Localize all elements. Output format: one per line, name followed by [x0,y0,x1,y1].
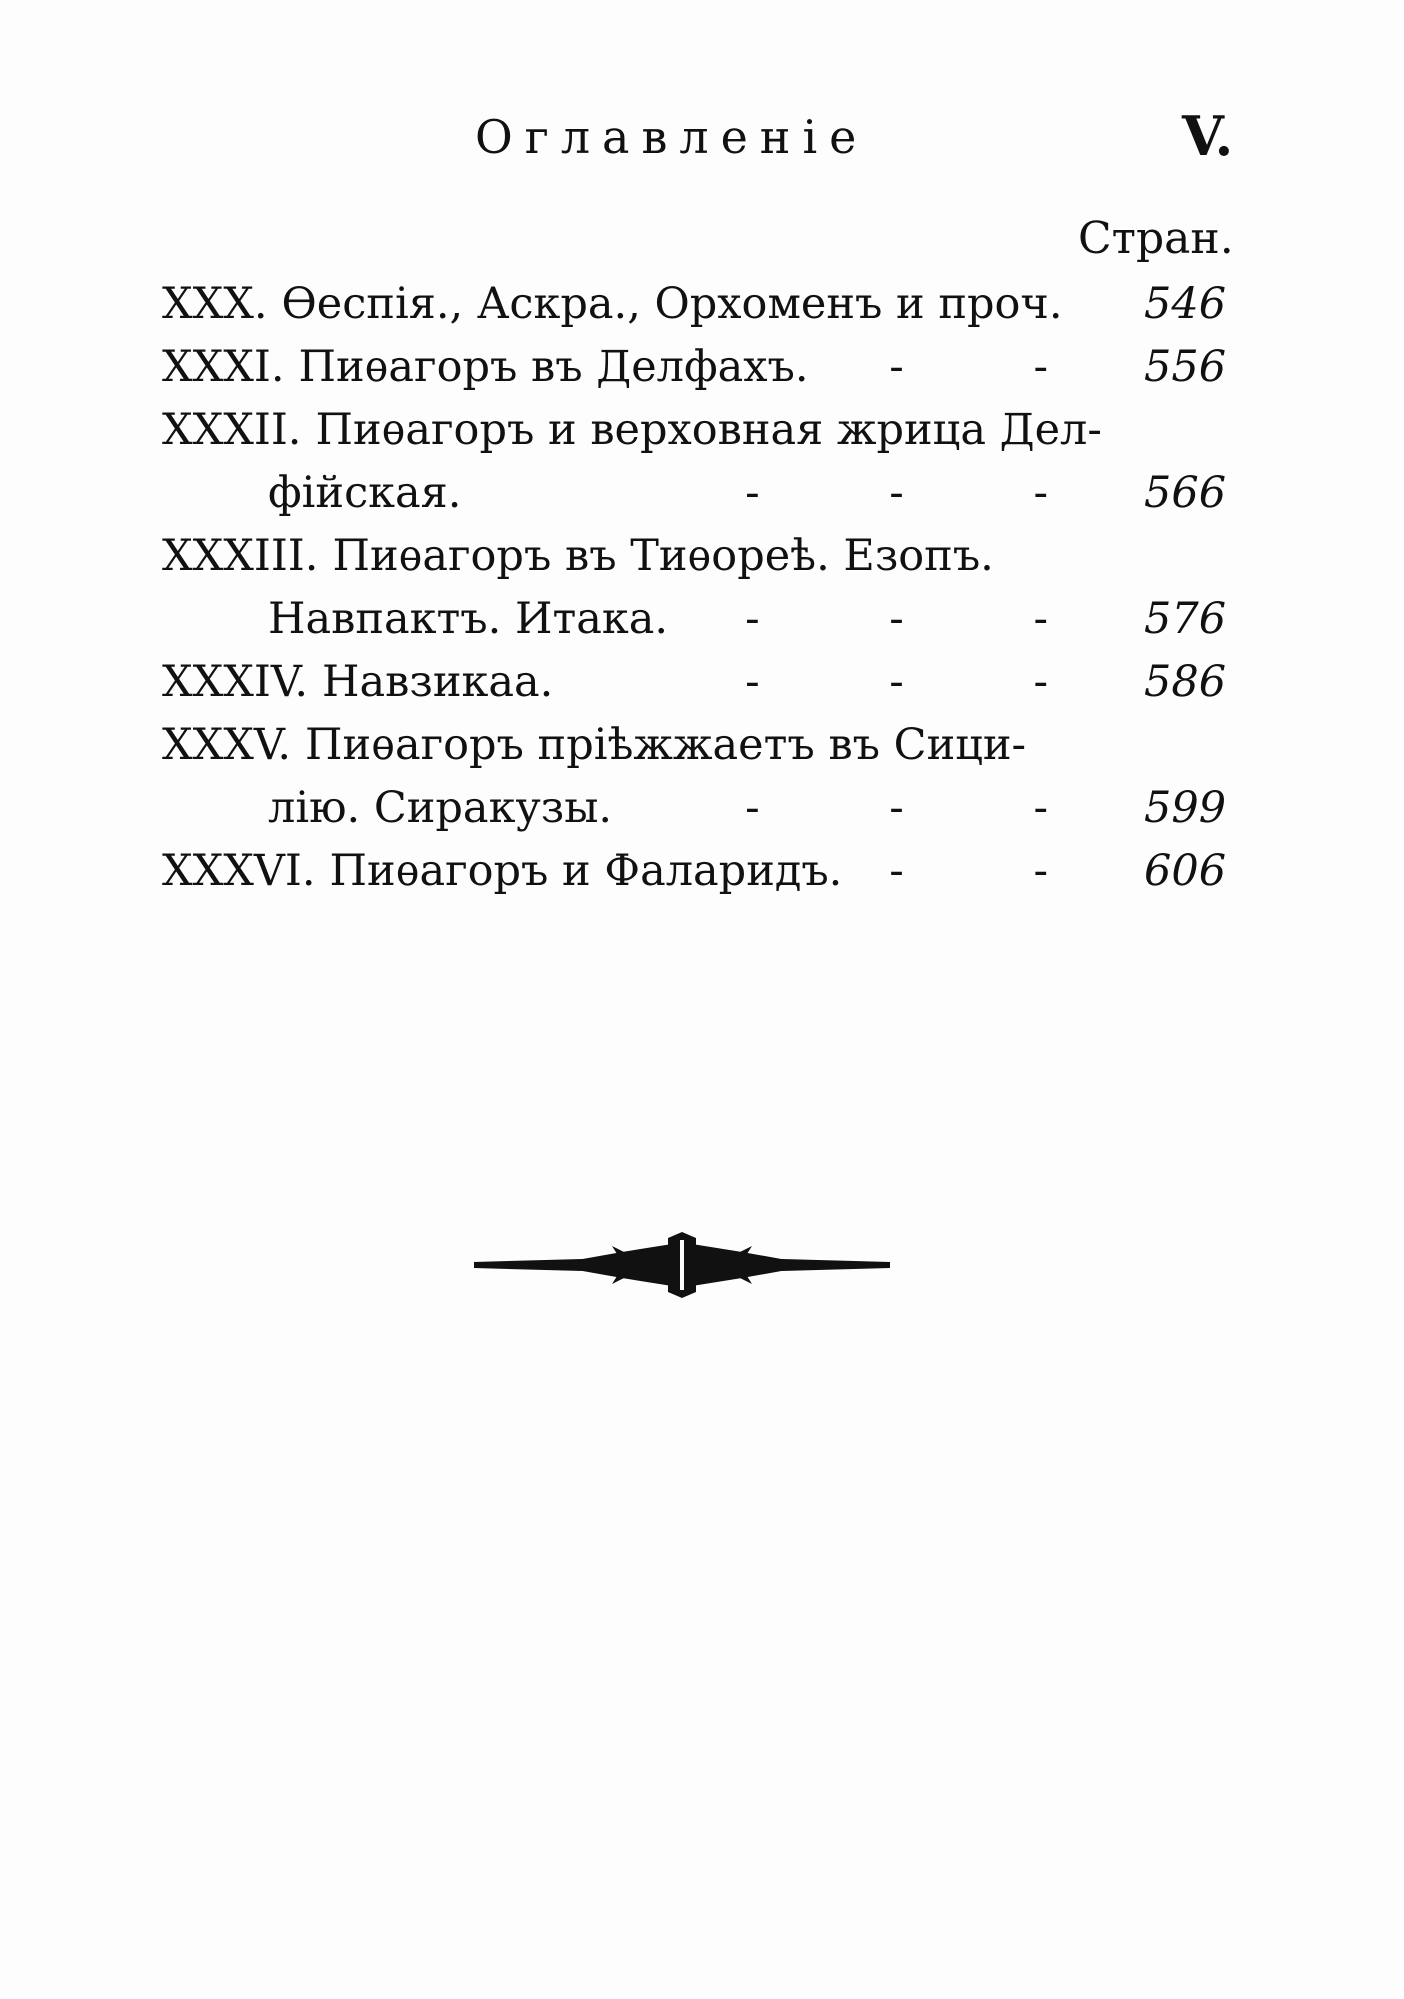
toc-entry [162,840,1227,903]
chapter-title-continued: Навпактъ. Итака. [268,594,669,644]
page-reference: 566 [1144,468,1227,518]
page-reference: 599 [1144,783,1227,833]
dot-leader: - - - [745,594,1106,644]
chapter-title-continued: фійская. [268,468,462,518]
toc-entry [162,525,1227,651]
toc-entry [162,273,1227,336]
chapter-title: Пиѳагоръ въ Тиѳореѣ. Езопъ. [332,531,994,581]
chapter-number: XXXVI. [162,846,316,896]
chapter-title: Пиѳагоръ и верховная жрица Дел- [315,405,1102,455]
chapter-number: XXXIII. [162,531,319,581]
chapter-title: Навзикаа. [322,657,554,707]
dot-leader: - - - [745,468,1106,518]
page-reference: 546 [1144,279,1227,329]
toc-entry [162,714,1227,840]
chapter-number: XXXI. [162,342,285,392]
toc-entry [162,399,1227,525]
page-reference: 606 [1144,846,1227,896]
chapter-number: XXXV. [162,720,292,770]
table-of-contents [162,273,1227,903]
chapter-number: XXXII. [162,405,302,455]
page-reference: 586 [1144,657,1227,707]
chapter-number: XXXIV. [162,657,309,707]
chapter-number: XXX. [162,279,268,329]
toc-entry [162,336,1227,399]
dot-leader: - - - [745,783,1106,833]
chapter-title: Пиѳагоръ въ Делфахъ. [298,342,809,392]
chapter-title-continued: лію. Сиракузы. [268,783,613,833]
page-title: Оглавленіе [475,110,869,164]
page-reference: 556 [1144,342,1227,392]
dot-leader: - - [889,342,1106,392]
chapter-title: Пиѳагоръ и Фаларидъ. [329,846,843,896]
tailpiece-ornament-icon [472,1232,892,1298]
running-head [0,100,1404,170]
chapter-title: Ѳеспія., Аскра., Орхоменъ и проч. [281,279,1063,329]
chapter-title: Пиѳагоръ пріѣжжаетъ въ Сици- [305,720,1027,770]
toc-entry [162,651,1227,714]
page-reference: 576 [1144,594,1227,644]
dot-leader: - - [889,846,1106,896]
page-number: V. [1182,104,1234,168]
page-column-label: Стран. [1078,213,1234,264]
dot-leader: - - - [745,657,1106,707]
